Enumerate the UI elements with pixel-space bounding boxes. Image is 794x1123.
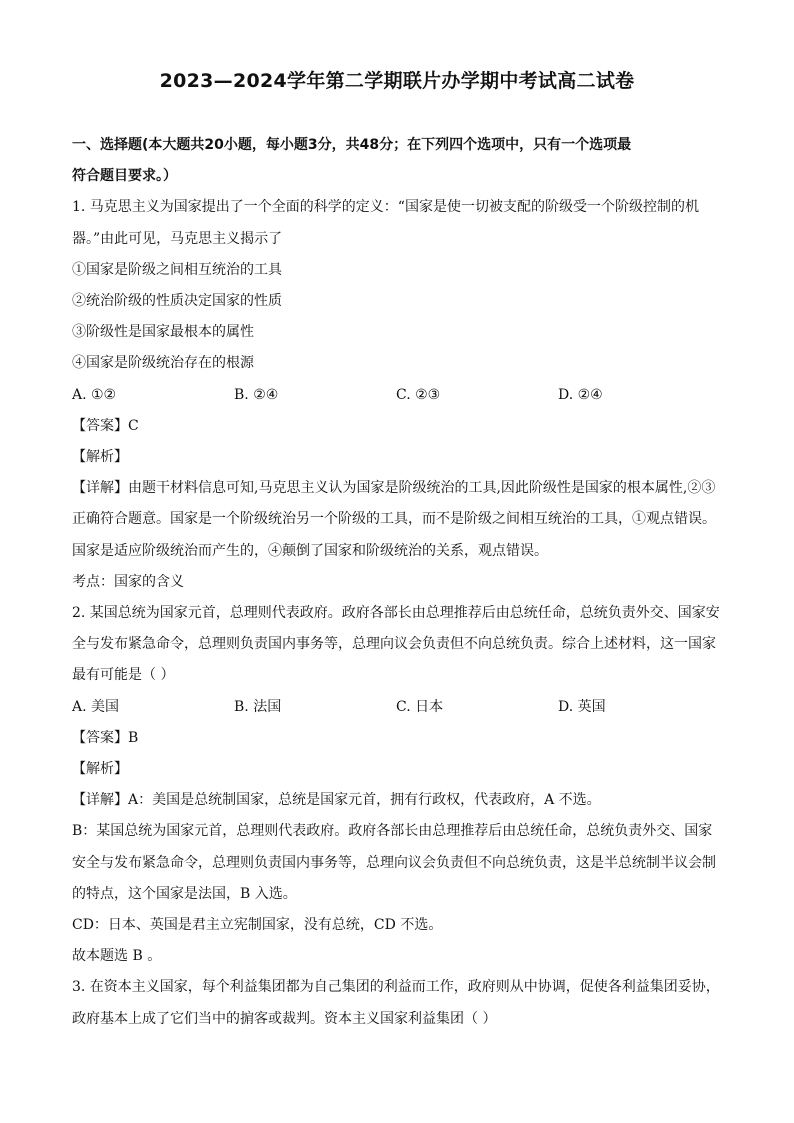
q1-option-b: B. ②④ [234, 386, 279, 403]
q2-answer-value: B [128, 729, 139, 746]
q2-option-a: A. 美国 [72, 698, 120, 715]
q2-stem-line-1: 2. 某国总统为国家元首，总理则代表政府。政府各部长由总理推荐后由总统任命，总统负责外交、国家安 [72, 605, 720, 622]
q1-statement-3: ③阶级性是国家最根本的属性 [72, 324, 254, 341]
q2-analysis-label: 【解析】 [72, 761, 128, 778]
q1-detail-line-2: 正确符合题意。国家是一个阶级统治另一个阶级的工具，而不是阶级之间相互统治的工具，①观点错误。 [72, 511, 716, 528]
q1-statement-4: ④国家是阶级统治存在的根源 [72, 355, 254, 372]
q1-statement-2: ②统治阶级的性质决定国家的性质 [72, 293, 282, 310]
q2-option-b: B. 法国 [234, 698, 282, 715]
q2-option-c: C. 日本 [396, 698, 444, 715]
q2-detail-line-5: CD：日本、英国是君主立宪制国家，没有总统，CD 不选。 [72, 917, 443, 934]
q3-stem-line-1: 3. 在资本主义国家，每个利益集团都为自己集团的利益而工作，政府则从中协调，促使各利益集团妥协， [72, 979, 720, 996]
q2-options [72, 692, 724, 723]
q2-conclusion: 故本题选 B 。 [72, 948, 162, 965]
q2-stem-line-3: 最有可能是（ ） [72, 667, 175, 684]
q1-option-a: A. ①② [72, 386, 117, 403]
q1-detail-line-3: 国家是适应阶级统治而产生的，④颠倒了国家和阶级统治的关系，观点错误。 [72, 542, 548, 559]
q1-answer-label: 【答案】 [72, 417, 128, 434]
q1-answer-value: C [128, 417, 139, 434]
q2-detail-line-4: 的特点，这个国家是法国，B 入选。 [72, 885, 297, 902]
q1-detail-line-1: 【详解】由题干材料信息可知,马克思主义认为国家是阶级统治的工具,因此阶级性是国家的根本属性,②③ [72, 480, 716, 497]
question-2 [72, 598, 724, 972]
q1-statement-1: ①国家是阶级之间相互统治的工具 [72, 261, 282, 278]
q1-option-c: C. ②③ [396, 386, 441, 403]
exam-title: 2023—2024学年第二学期联片办学期中考试高二试卷 [159, 70, 635, 92]
q1-options [72, 380, 724, 411]
q1-analysis-label: 【解析】 [72, 449, 128, 466]
q2-detail-line-1: 【详解】A：美国是总统制国家，总统是国家元首，拥有行政权，代表政府，A 不选。 [72, 792, 601, 809]
q2-answer-label: 【答案】 [72, 729, 128, 746]
q2-detail-line-2: B：某国总统为国家元首，总理则代表政府。政府各部长由总理推荐后由总统任命，总统负责外交、国家 [72, 823, 713, 840]
q2-stem-line-2: 全与发布紧急命令，总理则负责国内事务等，总理向议会负责但不向总统负责。综合上述材料，这一国家 [72, 636, 716, 653]
q1-stem-line-1: 1. 马克思主义为国家提出了一个全面的科学的定义：“国家是使一切被支配的阶级受一个阶级控制的机 [72, 199, 699, 216]
section-heading-line-1: 一、选择题(本大题共20小题，每小题3分，共48分；在下列四个选项中，只有一个选项最 [72, 137, 632, 153]
q1-stem-line-2: 器。”由此可见，马克思主义揭示了 [72, 230, 283, 247]
q1-answer [72, 411, 724, 442]
question-3 [72, 972, 724, 1034]
q2-answer [72, 723, 724, 754]
q2-option-d: D. 英国 [558, 698, 606, 715]
q2-detail-line-3: 安全与发布紧急命令，总理则负责国内事务等，总理向议会负责但不向总统负责，这是半总统制半议会制 [72, 854, 716, 871]
section-heading-line-2: 符合题目要求。） [72, 168, 177, 185]
exam-content [72, 130, 724, 1035]
question-1 [72, 192, 724, 598]
q1-option-d: D. ②④ [558, 386, 603, 403]
q3-stem-line-2: 政府基本上成了它们当中的掮客或裁判。资本主义国家利益集团（ ） [72, 1010, 497, 1027]
q1-knowledge-point: 考点：国家的含义 [72, 573, 184, 590]
